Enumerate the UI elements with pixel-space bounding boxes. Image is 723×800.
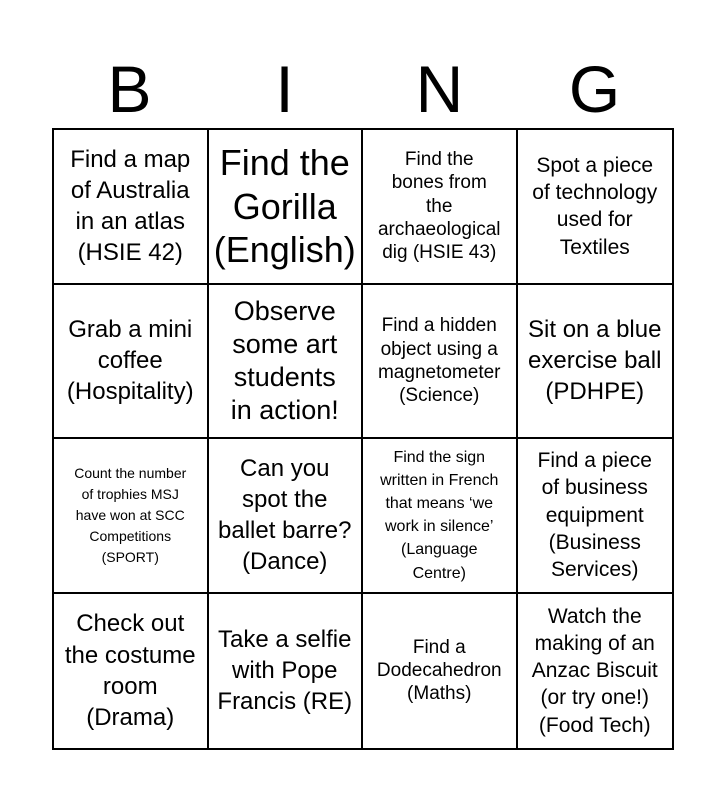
cell-text: Grab a mini coffee (Hospitality) — [66, 315, 194, 406]
bingo-cell[interactable] — [518, 130, 673, 285]
header-letter-n: N — [415, 52, 464, 126]
bingo-header — [52, 50, 672, 128]
cell-text: Find a map of Australia in an atlas (HSIE 42) — [70, 145, 191, 267]
cell-text: Find a piece of business equipment (Business Services) — [537, 449, 652, 582]
bingo-cell[interactable] — [363, 285, 518, 440]
cell-text: Observe some art students in action! — [230, 295, 339, 425]
header-letter-g: G — [568, 52, 621, 126]
bingo-grid — [52, 128, 674, 750]
bingo-cell[interactable] — [54, 285, 209, 440]
bingo-cell[interactable] — [209, 439, 364, 594]
cell-text: Find a Dodecahedron (Maths) — [376, 636, 502, 705]
bingo-cell[interactable] — [518, 594, 673, 749]
bingo-cell[interactable] — [518, 439, 673, 594]
cell-text: Count the number of trophies MSJ have won at SCC Competitions (SPORT) — [74, 464, 187, 565]
bingo-cell[interactable] — [54, 439, 209, 594]
cell-text: Find the bones from the archaeological dig (HSIE 43) — [377, 149, 501, 263]
cell-text: Find the Gorilla (English) — [213, 142, 356, 270]
bingo-cell[interactable] — [209, 285, 364, 440]
bingo-cell[interactable] — [363, 439, 518, 594]
bingo-cell[interactable] — [518, 285, 673, 440]
cell-text: Sit on a blue exercise ball (PDHPE) — [528, 315, 662, 406]
cell-text: Check out the costume room (Drama) — [64, 610, 196, 731]
cell-text: Find the sign written in French that means ‘we work in silence’ (Language Centre) — [380, 448, 499, 582]
cell-text: Take a selfie with Pope Francis (RE) — [217, 625, 353, 716]
bingo-cell[interactable] — [209, 130, 364, 285]
bingo-cell[interactable] — [54, 594, 209, 749]
bingo-cell[interactable] — [209, 594, 364, 749]
cell-text: Watch the making of an Anzac Biscuit (or try one!) (Food Tech) — [531, 604, 658, 737]
bingo-cell[interactable] — [363, 130, 518, 285]
header-letter-i: I — [275, 52, 294, 126]
cell-text: Spot a piece of technology used for Textiles — [532, 153, 658, 259]
bingo-cell[interactable] — [54, 130, 209, 285]
header-letter-b: B — [107, 52, 152, 126]
cell-text: Find a hidden object using a magnetometer (Science) — [377, 315, 501, 406]
bingo-cell[interactable] — [363, 594, 518, 749]
cell-text: Can you spot the ballet barre? (Dance) — [218, 454, 352, 576]
